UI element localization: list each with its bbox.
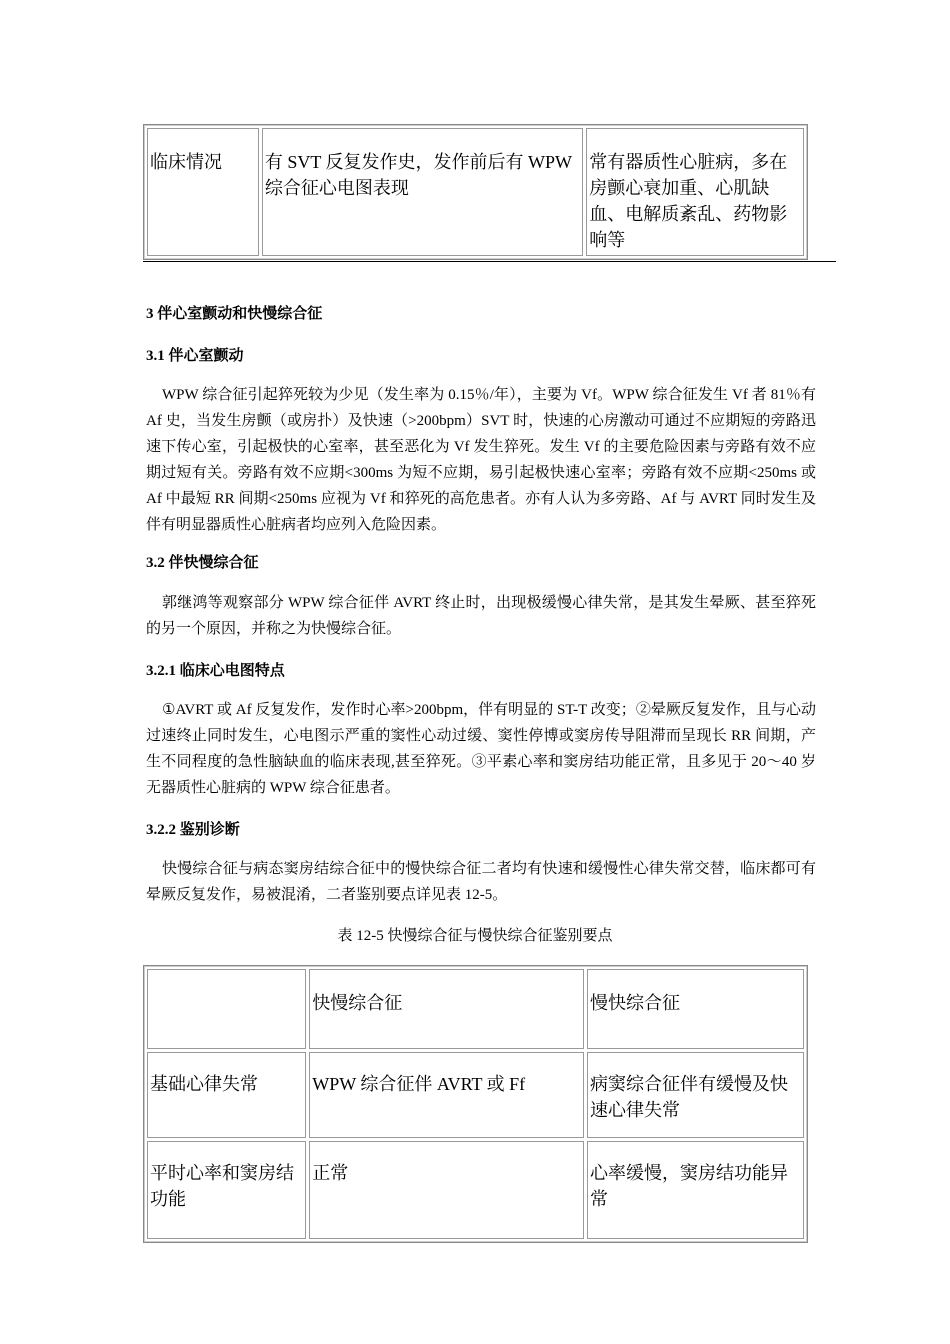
section-heading: 3 伴心室颤动和快慢综合征 [146, 306, 323, 322]
paragraph: 快慢综合征与病态窦房结综合征中的慢快综合征二者均有快速和缓慢性心律失常交替，临床都可有晕厥反复发作，易被混淆，二者鉴别要点详见表 12-5。 [146, 861, 816, 903]
subsection-heading: 3.1 伴心室颤动 [146, 348, 244, 364]
table-cell: 有 SVT 反复发作史，发作前后有 WPW 综合征心电图表现 [262, 128, 583, 256]
paragraph: 郭继鸿等观察部分 WPW 综合征伴 AVRT 终止时，出现极缓慢心律失常，是其发生晕厥、甚至猝死的另一个原因，并称之为快慢综合征。 [146, 595, 816, 637]
table-row [147, 1141, 804, 1239]
paragraph: WPW 综合征引起猝死较为少见（发生率为 0.15％/年），主要为 Vf。WPW 综合征发生 Vf 者 81％有 Af 史，当发生房颤（或房扑）及快速（>200bpm）SVT 时，快速的心房激动可通过不应期短的旁路迅速下传心室，引起极快的心室率，甚至恶化为 Vf 发生猝死。发生 Vf 的主要危险因素与旁路有效不应期过短有关。旁路有效不应期<300ms 为短不应期，易引起极快速心室率；旁路有效不应期<250ms 或 Af 中最短 RR 间期<250ms 应视为 Vf 和猝死的高危患者。亦有人认为多旁路、Af 与 AVRT 同时发生及伴有明显器质性心脏病者均应列入危险因素。 [146, 387, 816, 533]
differential-diagnosis-table [143, 965, 808, 1243]
table-row [147, 1052, 804, 1138]
table-cell: 正常 [309, 1141, 584, 1239]
table-header-row [147, 969, 804, 1049]
subsection-heading: 3.2 伴快慢综合征 [146, 555, 259, 571]
subsection-heading: 3.2.1 临床心电图特点 [146, 663, 285, 679]
table-header-cell: 慢快综合征 [587, 969, 804, 1049]
table-cell: 平时心率和窦房结功能 [147, 1141, 306, 1239]
paragraph: ①AVRT 或 Af 反复发作，发作时心率>200bpm，伴有明显的 ST-T 改变；②晕厥反复发作，且与心动过速终止同时发生，心电图示严重的窦性心动过缓、窦性停博或窦房传导阻滞而呈现长 RR 间期，产生不同程度的急性脑缺血的临床表现,甚至猝死。③平素心率和窦房结功能正常，且多见于 20～40 岁无器质性心脏病的 WPW 综合征患者。 [146, 702, 816, 796]
table-cell: 临床情况 [147, 128, 259, 256]
table-header-cell: 快慢综合征 [309, 969, 584, 1049]
comparison-table-continued [143, 124, 808, 260]
subsection-heading: 3.2.2 鉴别诊断 [146, 822, 240, 838]
table-cell [147, 969, 306, 1049]
table-cell: 心率缓慢，窦房结功能异常 [587, 1141, 804, 1239]
table-row [147, 128, 804, 256]
table-cell: 常有器质性心脏病，多在房颤心衰加重、心肌缺血、电解质紊乱、药物影响等 [586, 128, 804, 256]
table-cell: WPW 综合征伴 AVRT 或 Ff [309, 1052, 584, 1138]
horizontal-divider [143, 261, 836, 262]
table-cell: 基础心律失常 [147, 1052, 306, 1138]
table-caption: 表 12-5 快慢综合征与慢快综合征鉴别要点 [337, 928, 613, 944]
table-cell: 病窦综合征伴有缓慢及快速心律失常 [587, 1052, 804, 1138]
